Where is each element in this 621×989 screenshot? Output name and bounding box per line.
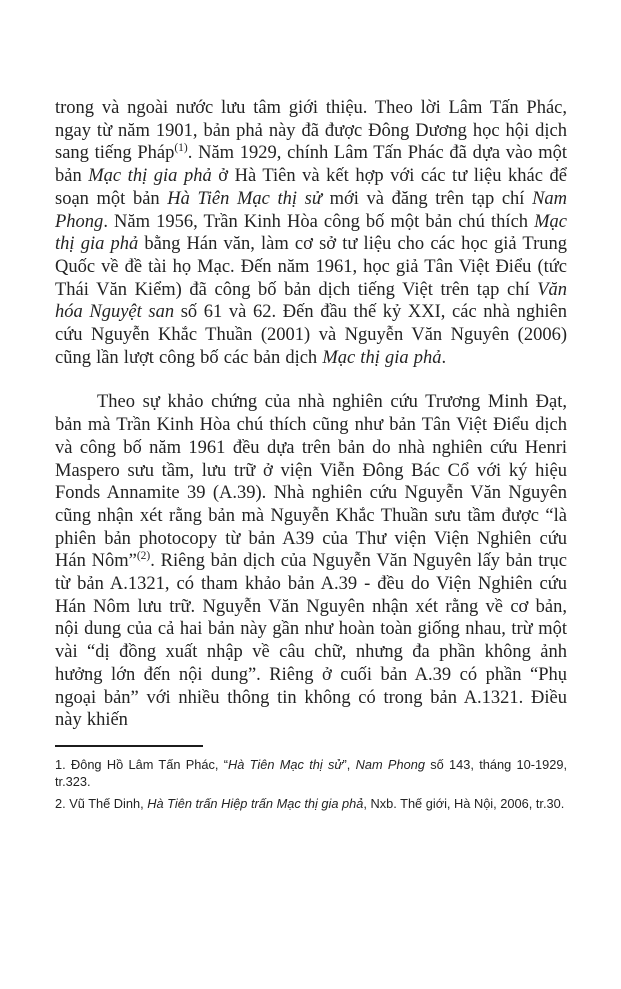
footnote-1 — [55, 756, 567, 791]
text-run: 1. Đông Hồ Lâm Tấn Phác, “ — [55, 756, 229, 772]
paragraph-1 — [55, 97, 567, 369]
paragraph-2 — [55, 391, 567, 732]
text-run: . — [441, 347, 447, 368]
text-run: . Năm 1929, chính Lâm Tấn Phác đã dựa vào một bản — [55, 143, 568, 187]
footnote-reference: (2) — [136, 550, 151, 563]
text-run: ”, — [342, 756, 356, 772]
footnote-separator — [55, 745, 203, 747]
footnotes-section — [55, 745, 567, 813]
text-run: trong và ngoài nước lưu tâm giới thiệu. Theo lời Lâm Tấn Phác, ngay từ năm 1901, bản phả này đã được Đông Dương học hội dịch sang tiếng Pháp — [55, 98, 567, 164]
text-run: . Riêng bản dịch của Nguyễn Văn Nguyên lấy bản trục từ bản A.1321, có tham khảo bản A.39 - đều do Viện Nghiên cứu Hán Nôm lưu trữ. Nguyễn Văn Nguyên nhận xét rằng về cơ bản, nội dung của cả hai bản này gần như hoàn toàn giống nhau, trừ một vài “dị đồng xuất nhập về câu chữ, nhưng đa phần không ảnh hưởng lớn đến nội dung”. Riêng ở cuối bản A.39 có phần “Phụ ngoại bản” với nhiều thông tin không có trong bản A.1321. Điều này khiến — [55, 551, 567, 731]
italic-title: Mạc thị gia phả — [322, 347, 442, 368]
italic-title: Nam Phong — [355, 756, 425, 772]
text-run: số 143, tháng 10-1929, tr.323. — [55, 756, 568, 790]
italic-title: Hà Tiên trấn Hiệp trấn Mạc thị gia phả — [147, 795, 364, 811]
text-run: mới và đăng trên tạp chí — [321, 188, 533, 209]
italic-title: Nam Phong — [55, 188, 568, 232]
text-run: . Năm 1956, Trần Kinh Hòa công bố một bản chú thích — [103, 211, 535, 232]
italic-title: Mạc thị gia phả — [88, 166, 212, 187]
italic-title: Hà Tiên Mạc thị sử — [167, 188, 322, 209]
text-run: số 61 và 62. Đến đầu thế kỷ XXI, các nhà nghiên cứu Nguyễn Khắc Thuần (2001) và Nguyễn Văn Nguyên (2006) cũng lần lượt công bố các bản dịch — [55, 302, 567, 368]
footnote-reference: (1) — [174, 142, 188, 155]
italic-title: Hà Tiên Mạc thị sử — [228, 756, 343, 772]
text-run: , Nxb. Thế giới, Hà Nội, 2006, tr.30. — [363, 795, 565, 811]
italic-title: Mạc thị gia phả — [55, 211, 567, 255]
text-run: 2. Vũ Thế Dinh, — [55, 795, 148, 811]
footnote-2 — [55, 795, 567, 813]
text-run: bằng Hán văn, làm cơ sở tư liệu cho các học giả Trung Quốc về đề tài họ Mạc. Đến năm 1961, học giả Tân Việt Điểu (tức Thái Văn Kiểm) đã công bố bản dịch tiếng Việt trên tạp chí — [55, 234, 567, 300]
text-run: ở Hà Tiên và kết hợp với các tư liệu khác để soạn một bản — [55, 166, 567, 209]
page-body — [55, 97, 567, 732]
italic-title: Văn hóa Nguyệt san — [55, 279, 567, 323]
text-run: Theo sự khảo chứng của nhà nghiên cứu Trương Minh Đạt, bản mà Trần Kinh Hòa chú thích cũng như bản Tân Việt Điểu dịch và công bố năm 1961 đều dựa trên bản do nhà nghiên cứu Henri Maspero sưu tầm, lưu trữ ở viện Viễn Đông Bác Cổ với ký hiệu Fonds Annamite 39 (A.39). Nhà nghiên cứu Nguyễn Văn Nguyên cũng nhận xét rằng bản mà Nguyễn Khắc Thuần sưu tầm được “là phiên bản photocopy từ bản A39 của Thư viện Viện Nghiên cứu Hán Nôm” — [55, 392, 567, 572]
